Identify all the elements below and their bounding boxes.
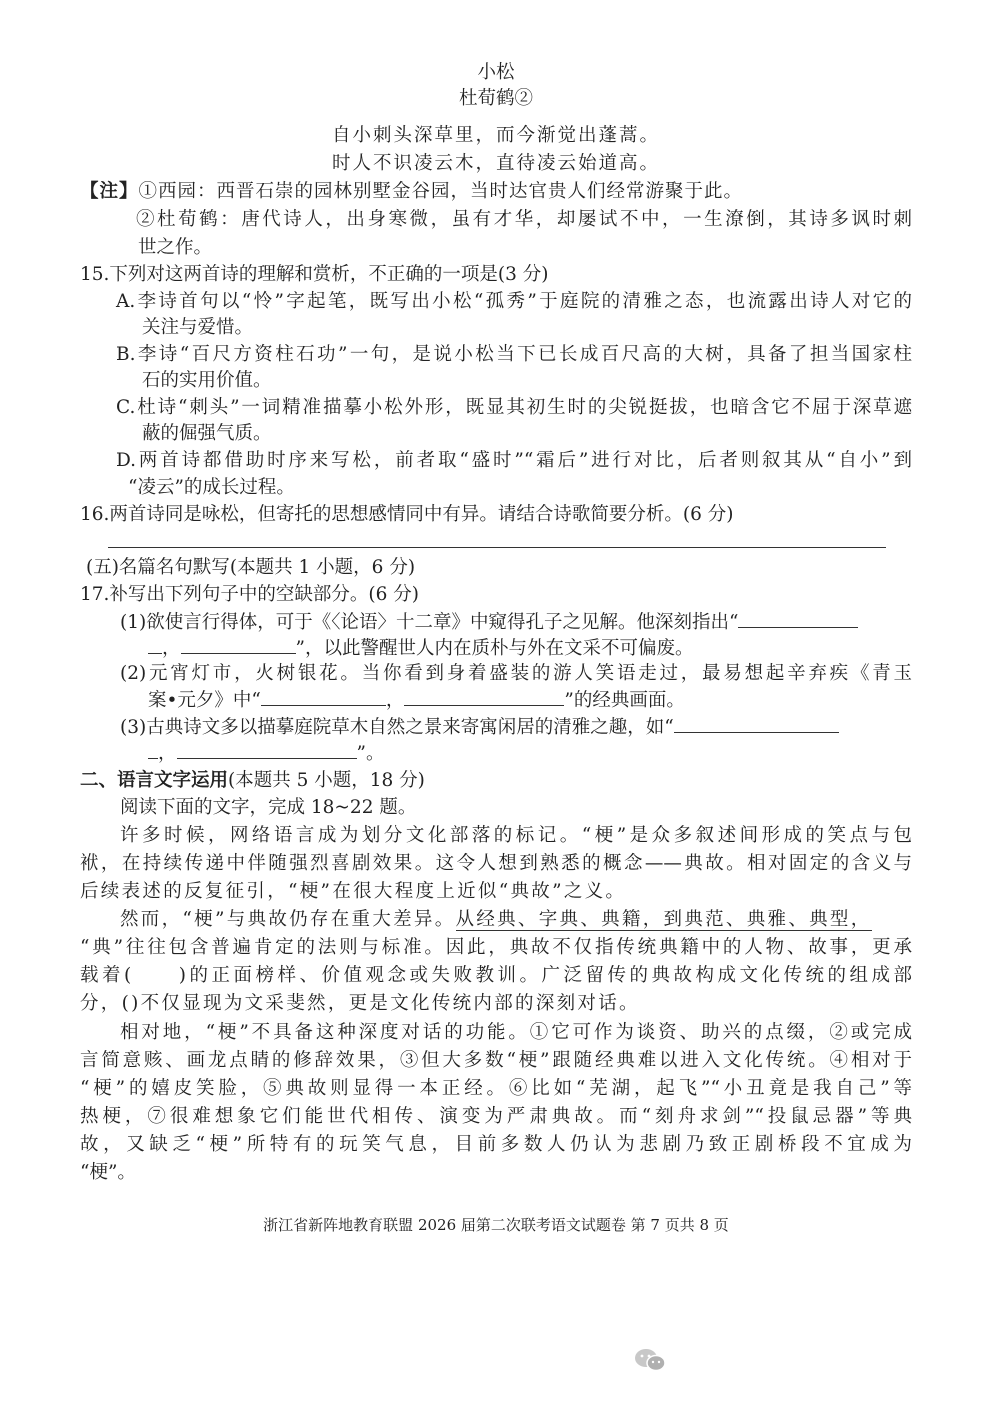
q17-item-1-text: (1)欲使言行得体，可于《〈论语〉十二章》中窥得孔子之见解。他深刻指出“ (120, 612, 739, 633)
blank[interactable] (148, 740, 158, 759)
q15-option-c: C.杜诗“刺头”一词精准描摹小松外形，既显其初生时的尖锐挺拔，也暗含它不屈于深草遮 (116, 397, 912, 418)
q15-option-a: A.李诗首句以“怜”字起笔，既写出小松“孤秀”于庭院的清雅之态，也流露出诗人对它的 (116, 291, 912, 312)
poem-line: 自小刺头深草里，而今渐觉出蓬蒿。 (331, 125, 660, 146)
note-2: ②杜荀鹤：唐代诗人，出身寒微，虽有才华，却屡试不中，一生潦倒，其诗多讽时刺 (136, 209, 912, 230)
blank[interactable] (738, 609, 858, 628)
note-1 (80, 179, 743, 205)
q17-item-2: (2)元宵灯市，火树银花。当你看到身着盛装的游人笑语走过，最易想起辛弃疾《青玉 (120, 663, 912, 684)
answer-line[interactable] (108, 547, 886, 548)
blank[interactable] (177, 740, 357, 759)
para-1-line: 袱，在持续传递中伴随强烈喜剧效果。这令人想到熟悉的概念——典故。相对固定的含义与 (80, 853, 912, 874)
underlined-sentence: 从经典、字典、典籍，到典范、典雅、典型， (455, 909, 872, 930)
q17-item-1-text-b: ”，以此警醒世人内在质朴与外在文采不可偏废。 (295, 638, 694, 659)
q16-stem: 16.两首诗同是咏松，但寄托的思想感情同中有异。请结合诗歌简要分析。(6 分) (80, 504, 734, 525)
note-text: ①西园：西晋石崇的园林别墅金谷园，当时达官贵人们经常游聚于此。 (138, 181, 744, 202)
section-2-sub: (本题共 5 小题，18 分) (228, 770, 425, 791)
comma: ， (385, 690, 405, 711)
para-3-line: 相对地，“梗”不具备这种深度对话的功能。①它可作为谈资、助兴的点缀，②或完成 (120, 1022, 912, 1043)
page-footer: 浙江省新阵地教育联盟 2026 届第二次联考语文试题卷 第 7 页共 8 页 (263, 1216, 729, 1234)
blank[interactable] (404, 687, 564, 706)
blank[interactable] (148, 635, 162, 654)
q17-item-3-text: (3)古典诗文多以描摹庭院草木自然之景来寄寓闲居的清雅之趣，如“ (120, 717, 674, 738)
q17-item-3 (120, 714, 839, 741)
note-label: 【注】 (80, 181, 139, 202)
blank[interactable] (674, 714, 839, 733)
q17-item-1 (120, 609, 858, 636)
section-2-heading: 二、语言文字运用 (80, 770, 229, 791)
blank[interactable] (181, 635, 296, 654)
para-3-line: “梗”的嬉皮笑脸，⑤典故则显得一本正经。⑥比如“芜湖，起飞”“小丑竟是我自己”等 (80, 1078, 912, 1099)
q17-item-2-text-b: 案•元夕》中“ (148, 690, 261, 711)
para-2-line (120, 907, 872, 933)
para-1-line: 后续表述的反复征引，“梗”在很大程度上近似“典故”之义。 (80, 881, 627, 902)
para-3-line: “梗”。 (80, 1162, 136, 1183)
q15-option-b: B.李诗“百尺方资柱石功”一句，是说小松当下已长成百尺高的大树，具备了担当国家柱 (116, 344, 912, 365)
q17-item-3-text-b: ”。 (356, 743, 385, 764)
q15-option-d: D.两首诗都借助时序来写松，前者取“盛时”“霜后”进行对比，后者则叙其从“自小”到 (116, 450, 912, 471)
poem-title: 小松 (477, 62, 515, 83)
para-2-line: 分，()不仅显现为文采斐然，更是文化传统内部的深刻对话。 (80, 993, 640, 1014)
para-3-line: 言简意赅、画龙点睛的修辞效果，③但大多数“梗”跟随经典难以进入文化传统。④相对于 (80, 1050, 912, 1071)
wechat-icon (633, 1346, 669, 1378)
para-1-line: 许多时候，网络语言成为划分文化部落的标记。“梗”是众多叙述间形成的笑点与包 (120, 825, 912, 846)
poem-line: 时人不识凌云木，直待凌云始道高。 (331, 153, 660, 174)
q15-option-b-cont: 石的实用价值。 (142, 370, 272, 391)
para-2-line: 载着( )的正面榜样、价值观念或失败教训。广泛留传的典故构成文化传统的组成部 (80, 965, 912, 986)
q15-option-a-cont: 关注与爱惜。 (142, 317, 254, 338)
para-2-line: “典”往往包含普遍肯定的法则与标准。因此，典故不仅指传统典籍中的人物、故事，更承 (80, 937, 912, 958)
blank[interactable] (261, 687, 386, 706)
q17-item-3-cont (148, 740, 384, 767)
poem-author: 杜荀鹤② (458, 88, 533, 109)
q17-stem: 17.补写出下列句子中的空缺部分。(6 分) (80, 584, 420, 605)
q15-option-c-cont: 蔽的倔强气质。 (142, 423, 272, 444)
para-3-line: 热梗，⑦很难想象它们能世代相传、演变为严肃典故。而“刻舟求剑”“投鼠忌器”等典 (80, 1106, 912, 1127)
q17-item-2-text-c: ”的经典画面。 (564, 690, 685, 711)
note-2-cont: 世之作。 (138, 237, 213, 258)
section-2-title (80, 768, 425, 794)
q17-item-1-cont (148, 635, 693, 662)
q15-stem: 15.下列对这两首诗的理解和赏析，不正确的一项是(3 分) (80, 264, 549, 285)
section-2-intro: 阅读下面的文字，完成 18~22 题。 (120, 797, 417, 818)
para-3-line: 故，又缺乏“梗”所特有的玩笑气息，目前多数人仍认为悲剧乃致正剧桥段不宜成为 (80, 1134, 912, 1155)
section-5-title: (五)名篇名句默写(本题共 1 小题，6 分) (86, 557, 416, 578)
comma: ， (162, 638, 181, 659)
q17-item-2-cont (148, 687, 685, 714)
para-2-text: 然而，“梗”与典故仍存在重大差异。 (120, 909, 456, 930)
q15-option-d-cont: “凌云”的成长过程。 (128, 477, 295, 498)
comma: ， (158, 743, 177, 764)
